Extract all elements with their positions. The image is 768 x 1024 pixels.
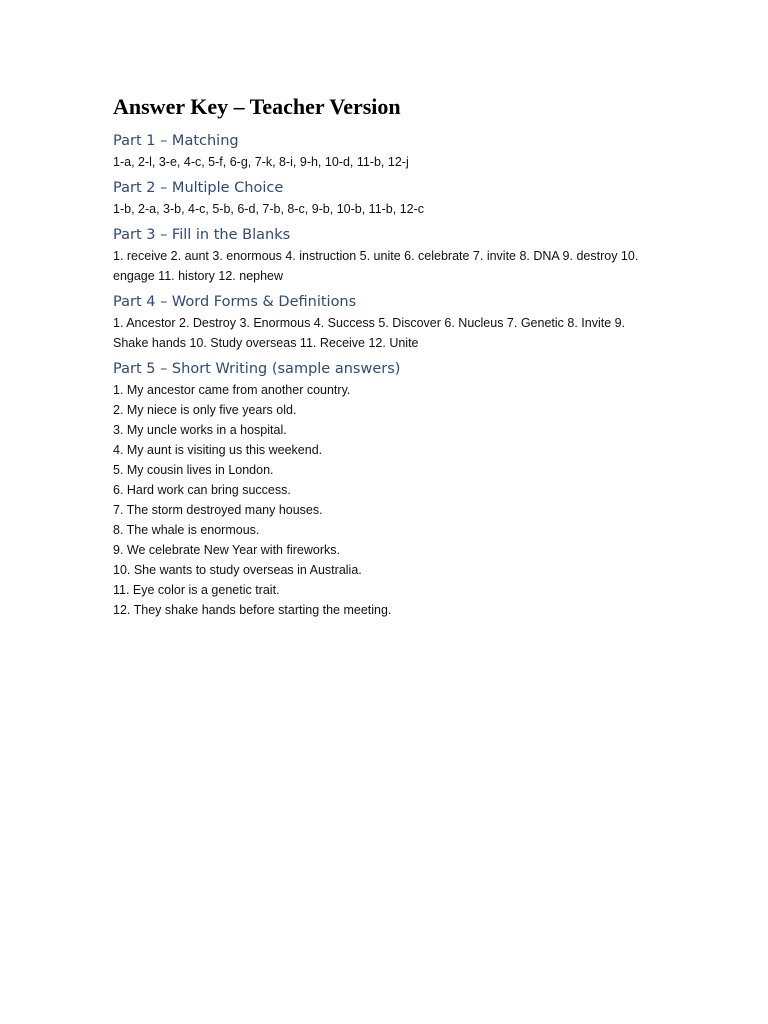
list-item: 7. The storm destroyed many houses. — [113, 503, 323, 517]
list-item: 10. She wants to study overseas in Australia. — [113, 563, 362, 577]
section-answers: 1-b, 2-a, 3-b, 4-c, 5-b, 6-d, 7-b, 8-c, 9-b, 10-b, 11-b, 12-c — [113, 202, 425, 216]
section-answers: 1-a, 2-l, 3-e, 4-c, 5-f, 6-g, 7-k, 8-i, 9-h, 10-d, 11-b, 12-j — [113, 155, 409, 169]
section-heading: Part 3 – Fill in the Blanks — [113, 227, 291, 243]
list-item: 8. The whale is enormous. — [113, 523, 260, 537]
list-item: 12. They shake hands before starting the meeting. — [113, 603, 392, 617]
section-part-3 — [113, 226, 658, 286]
section-part-2 — [113, 179, 658, 219]
section-heading: Part 1 – Matching — [113, 133, 239, 149]
section-part-4 — [113, 293, 658, 353]
page-title: Answer Key – Teacher Version — [113, 94, 401, 119]
list-item: 2. My niece is only five years old. — [113, 403, 297, 417]
list-item: 9. We celebrate New Year with fireworks. — [113, 543, 340, 557]
list-item: 3. My uncle works in a hospital. — [113, 423, 287, 437]
document-page — [113, 90, 658, 627]
section-answers: 1. Ancestor 2. Destroy 3. Enormous 4. Success 5. Discover 6. Nucleus 7. Genetic 8. Invite 9. Shake hands 10. Study overseas 11. Receive 12. Unite — [113, 316, 626, 350]
sample-answers-list — [113, 380, 658, 620]
section-heading: Part 5 – Short Writing (sample answers) — [113, 361, 401, 377]
list-item: 6. Hard work can bring success. — [113, 483, 291, 497]
section-part-5 — [113, 360, 658, 620]
section-answers: 1. receive 2. aunt 3. enormous 4. instruction 5. unite 6. celebrate 7. invite 8. DNA 9. destroy 10. engage 11. history 12. nephew — [113, 249, 639, 283]
section-part-1 — [113, 132, 658, 172]
list-item: 5. My cousin lives in London. — [113, 463, 274, 477]
list-item: 1. My ancestor came from another country. — [113, 383, 351, 397]
section-heading: Part 4 – Word Forms & Definitions — [113, 294, 357, 310]
list-item: 11. Eye color is a genetic trait. — [113, 583, 280, 597]
list-item: 4. My aunt is visiting us this weekend. — [113, 443, 323, 457]
section-heading: Part 2 – Multiple Choice — [113, 180, 284, 196]
